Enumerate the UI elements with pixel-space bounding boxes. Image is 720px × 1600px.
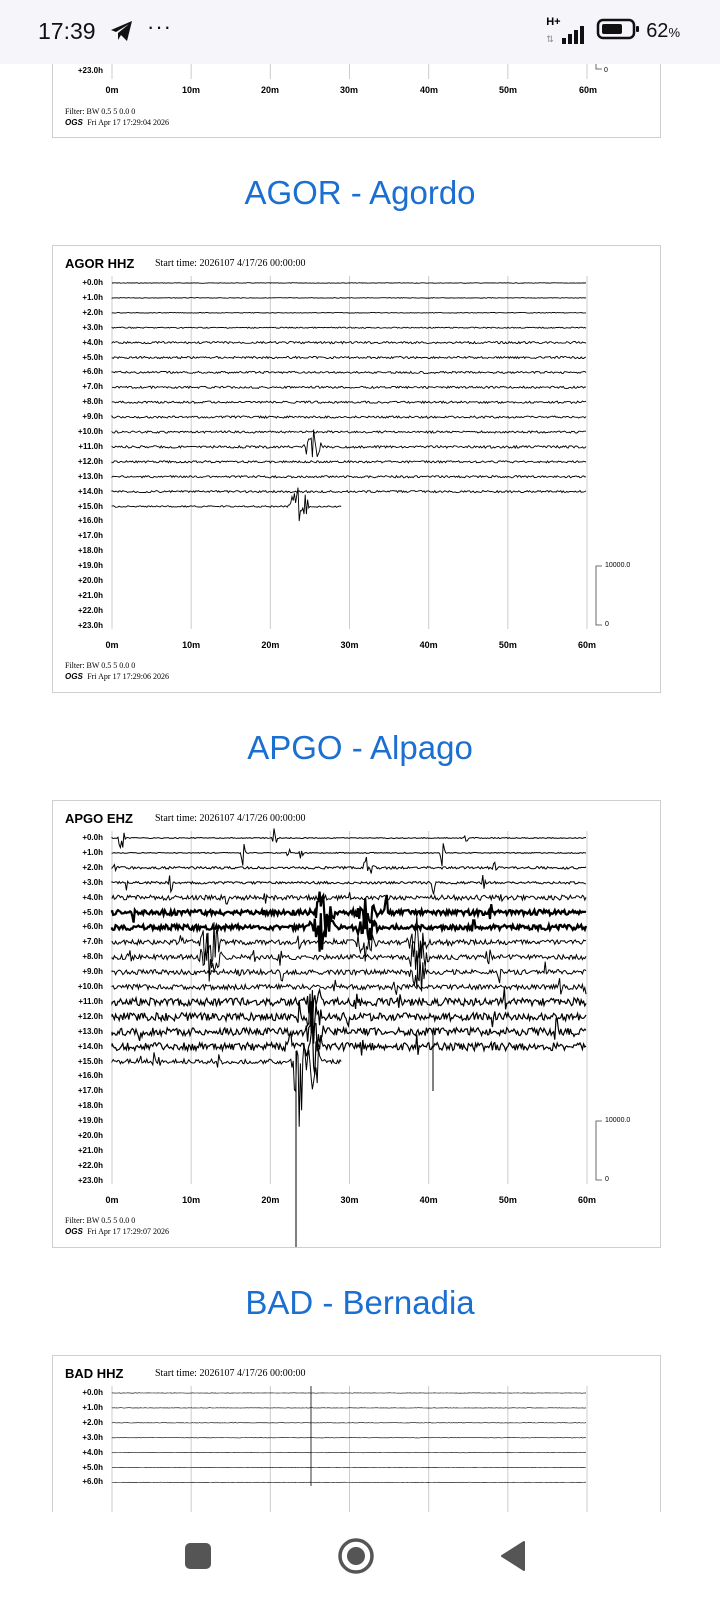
hour-label: +9.0h [82,412,103,422]
hour-label: +12.0h [77,1011,103,1021]
hour-label: +0.0h [82,833,103,842]
station-heading-agor: AGOR - Agordo [244,174,476,211]
generated-line [65,1227,169,1236]
hour-label: +13.0h [77,1026,103,1036]
hour-label: +8.0h [82,397,103,407]
status-indicators [544,16,680,46]
navigation-bar [0,1512,720,1600]
hour-label: +3.0h [82,877,103,887]
hour-label: +1.0h [82,292,103,302]
clock: 17:39 [38,18,96,44]
hour-label: +1.0h [82,1402,103,1412]
signal-icon [544,16,590,46]
org-label: OGS [65,1227,83,1236]
minute-label: 60m [577,640,597,650]
telegram-plane-icon [110,20,134,47]
station-heading-apgo: APGO - Alpago [247,729,473,766]
hour-label: +18.0h [77,1101,103,1111]
channel-title: BAD HHZ [65,1366,124,1381]
data-arrows-icon: ⇅ [546,34,554,44]
hour-label: +2.0h [82,1417,103,1427]
minute-label: 20m [260,85,280,95]
hour-label: +6.0h [82,1477,103,1487]
minute-label: 40m [419,1195,438,1205]
org-label: OGS [65,672,83,681]
hour-label: +23.0h [77,620,103,630]
hour-label: +5.0h [82,1462,103,1472]
hour-label: +0.0h [82,1388,103,1397]
hour-label: +20.0h [77,576,103,585]
minute-label: 60m [578,85,598,95]
amplitude-scale-bar [596,566,602,625]
trace-line [112,313,586,314]
hour-label: +21.0h [77,590,103,600]
minute-label: 10m [181,85,201,95]
battery-percent-value: 62 [646,19,669,42]
org-label: OGS [65,118,83,127]
hour-label: +2.0h [82,307,103,317]
filter-text: Filter: BW 0.5 5 0.0 0 [65,107,136,116]
hour-label: +5.0h [82,352,103,362]
minute-label: 20m [261,1195,280,1205]
helicorder-plot-bad [53,1356,660,1512]
hour-label: +14.0h [77,1041,103,1051]
hour-label: +2.0h [82,862,103,872]
generated-time: Fri Apr 17 17:29:06 2026 [87,672,170,681]
hour-label: +23.0h [77,1175,103,1185]
trace-line [112,283,586,284]
start-time: Start time: 2026107 4/17/26 00:00:00 [155,813,306,824]
hour-label: +16.0h [77,1071,103,1081]
hour-label: +0.0h [82,278,103,287]
hour-label: +6.0h [82,367,103,377]
hour-label: +5.0h [82,907,103,917]
hour-label: +8.0h [82,952,103,962]
hour-label: +4.0h [82,1447,103,1457]
hour-label: +11.0h [78,996,103,1006]
more-notifications-icon: ··· [147,14,172,39]
station-heading-bad: BAD - Bernadia [245,1284,475,1321]
status-bar [0,0,720,64]
network-type-label: H+ [546,16,561,28]
hour-label: +18.0h [77,546,103,556]
hour-label: +6.0h [82,922,103,932]
hour-label: +15.0h [77,1056,103,1066]
hour-label: +17.0h [77,531,103,541]
minute-label: 60m [577,1195,597,1205]
hour-label: +14.0h [77,486,103,496]
helicorder-panel-apgo [52,800,661,1248]
triangle-back-icon[interactable] [490,1534,534,1578]
battery-percent [646,20,680,43]
battery-percent-unit: % [668,24,680,40]
filter-text: Filter: BW 0.5 5 0.0 0 [65,661,136,670]
scale-zero-label: 0 [604,67,608,74]
hour-label: +7.0h [82,382,103,392]
minute-label: 0m [105,640,119,650]
helicorder-panel-agor [52,245,661,693]
minute-label: 0m [105,85,119,95]
hour-label: +4.0h [82,892,103,902]
start-time: Start time: 2026107 4/17/26 00:00:00 [155,258,306,269]
trace-line [112,356,586,358]
minute-label: 30m [340,1195,359,1205]
trace-line [112,298,586,299]
minute-label: 40m [419,85,439,95]
hour-label: +3.0h [82,1432,103,1442]
scale-zero-label: 0 [605,621,609,628]
scale-max-label: 10000.0 [605,1117,631,1124]
circle-home-icon[interactable] [334,1534,378,1578]
helicorder-panel-bad [52,1355,661,1512]
hour-label: +12.0h [77,456,103,466]
hour-label: +4.0h [82,337,103,347]
square-recents-icon[interactable] [176,1534,220,1578]
generated-time: Fri Apr 17 17:29:07 2026 [87,1227,170,1236]
filter-text: Filter: BW 0.5 5 0.0 0 [65,1216,136,1225]
minute-label: 40m [419,640,438,650]
helicorder-plot-apgo [53,801,660,1247]
minute-label: 10m [182,640,201,650]
hour-label: +21.0h [77,1145,103,1155]
start-time: Start time: 2026107 4/17/26 00:00:00 [155,1368,306,1379]
generated-line [65,672,169,681]
helicorder-plot-agor [53,246,660,692]
scale-zero-label: 0 [605,1176,609,1183]
hour-label: +9.0h [82,967,103,977]
hour-label: +13.0h [77,471,103,481]
generated-line [65,118,169,127]
hour-label: +10.0h [77,427,103,436]
hour-label: +7.0h [82,937,103,947]
generated-time: Fri Apr 17 17:29:04 2026 [87,118,170,127]
hour-label: +19.0h [77,561,103,571]
scale-max-label: 10000.0 [605,562,631,569]
hour-label: +3.0h [82,322,103,332]
minute-label: 50m [498,1195,517,1205]
minute-label: 0m [105,1195,119,1205]
hour-label: +1.0h [82,847,103,857]
minute-label: 50m [498,85,518,95]
channel-title: APGO EHZ [65,811,133,826]
minute-label: 50m [498,640,517,650]
minute-label: 30m [339,85,359,95]
hour-label: +22.0h [77,605,103,615]
amplitude-scale-bar [596,1121,602,1180]
hour-label: +22.0h [77,1160,103,1170]
minute-label: 30m [340,640,359,650]
hour-label: +20.0h [77,1131,103,1140]
hour-label: +19.0h [77,1116,103,1126]
hour-label: +23.0h [77,66,103,75]
minute-label: 10m [182,1195,201,1205]
hour-label: +17.0h [77,1086,103,1096]
hour-label: +11.0h [78,441,103,451]
minute-label: 20m [261,640,280,650]
channel-title: AGOR HHZ [65,256,135,271]
trace-line [112,488,341,521]
hour-label: +10.0h [77,982,103,991]
hour-label: +15.0h [77,501,103,511]
hour-label: +16.0h [77,516,103,526]
battery-icon [596,17,640,46]
